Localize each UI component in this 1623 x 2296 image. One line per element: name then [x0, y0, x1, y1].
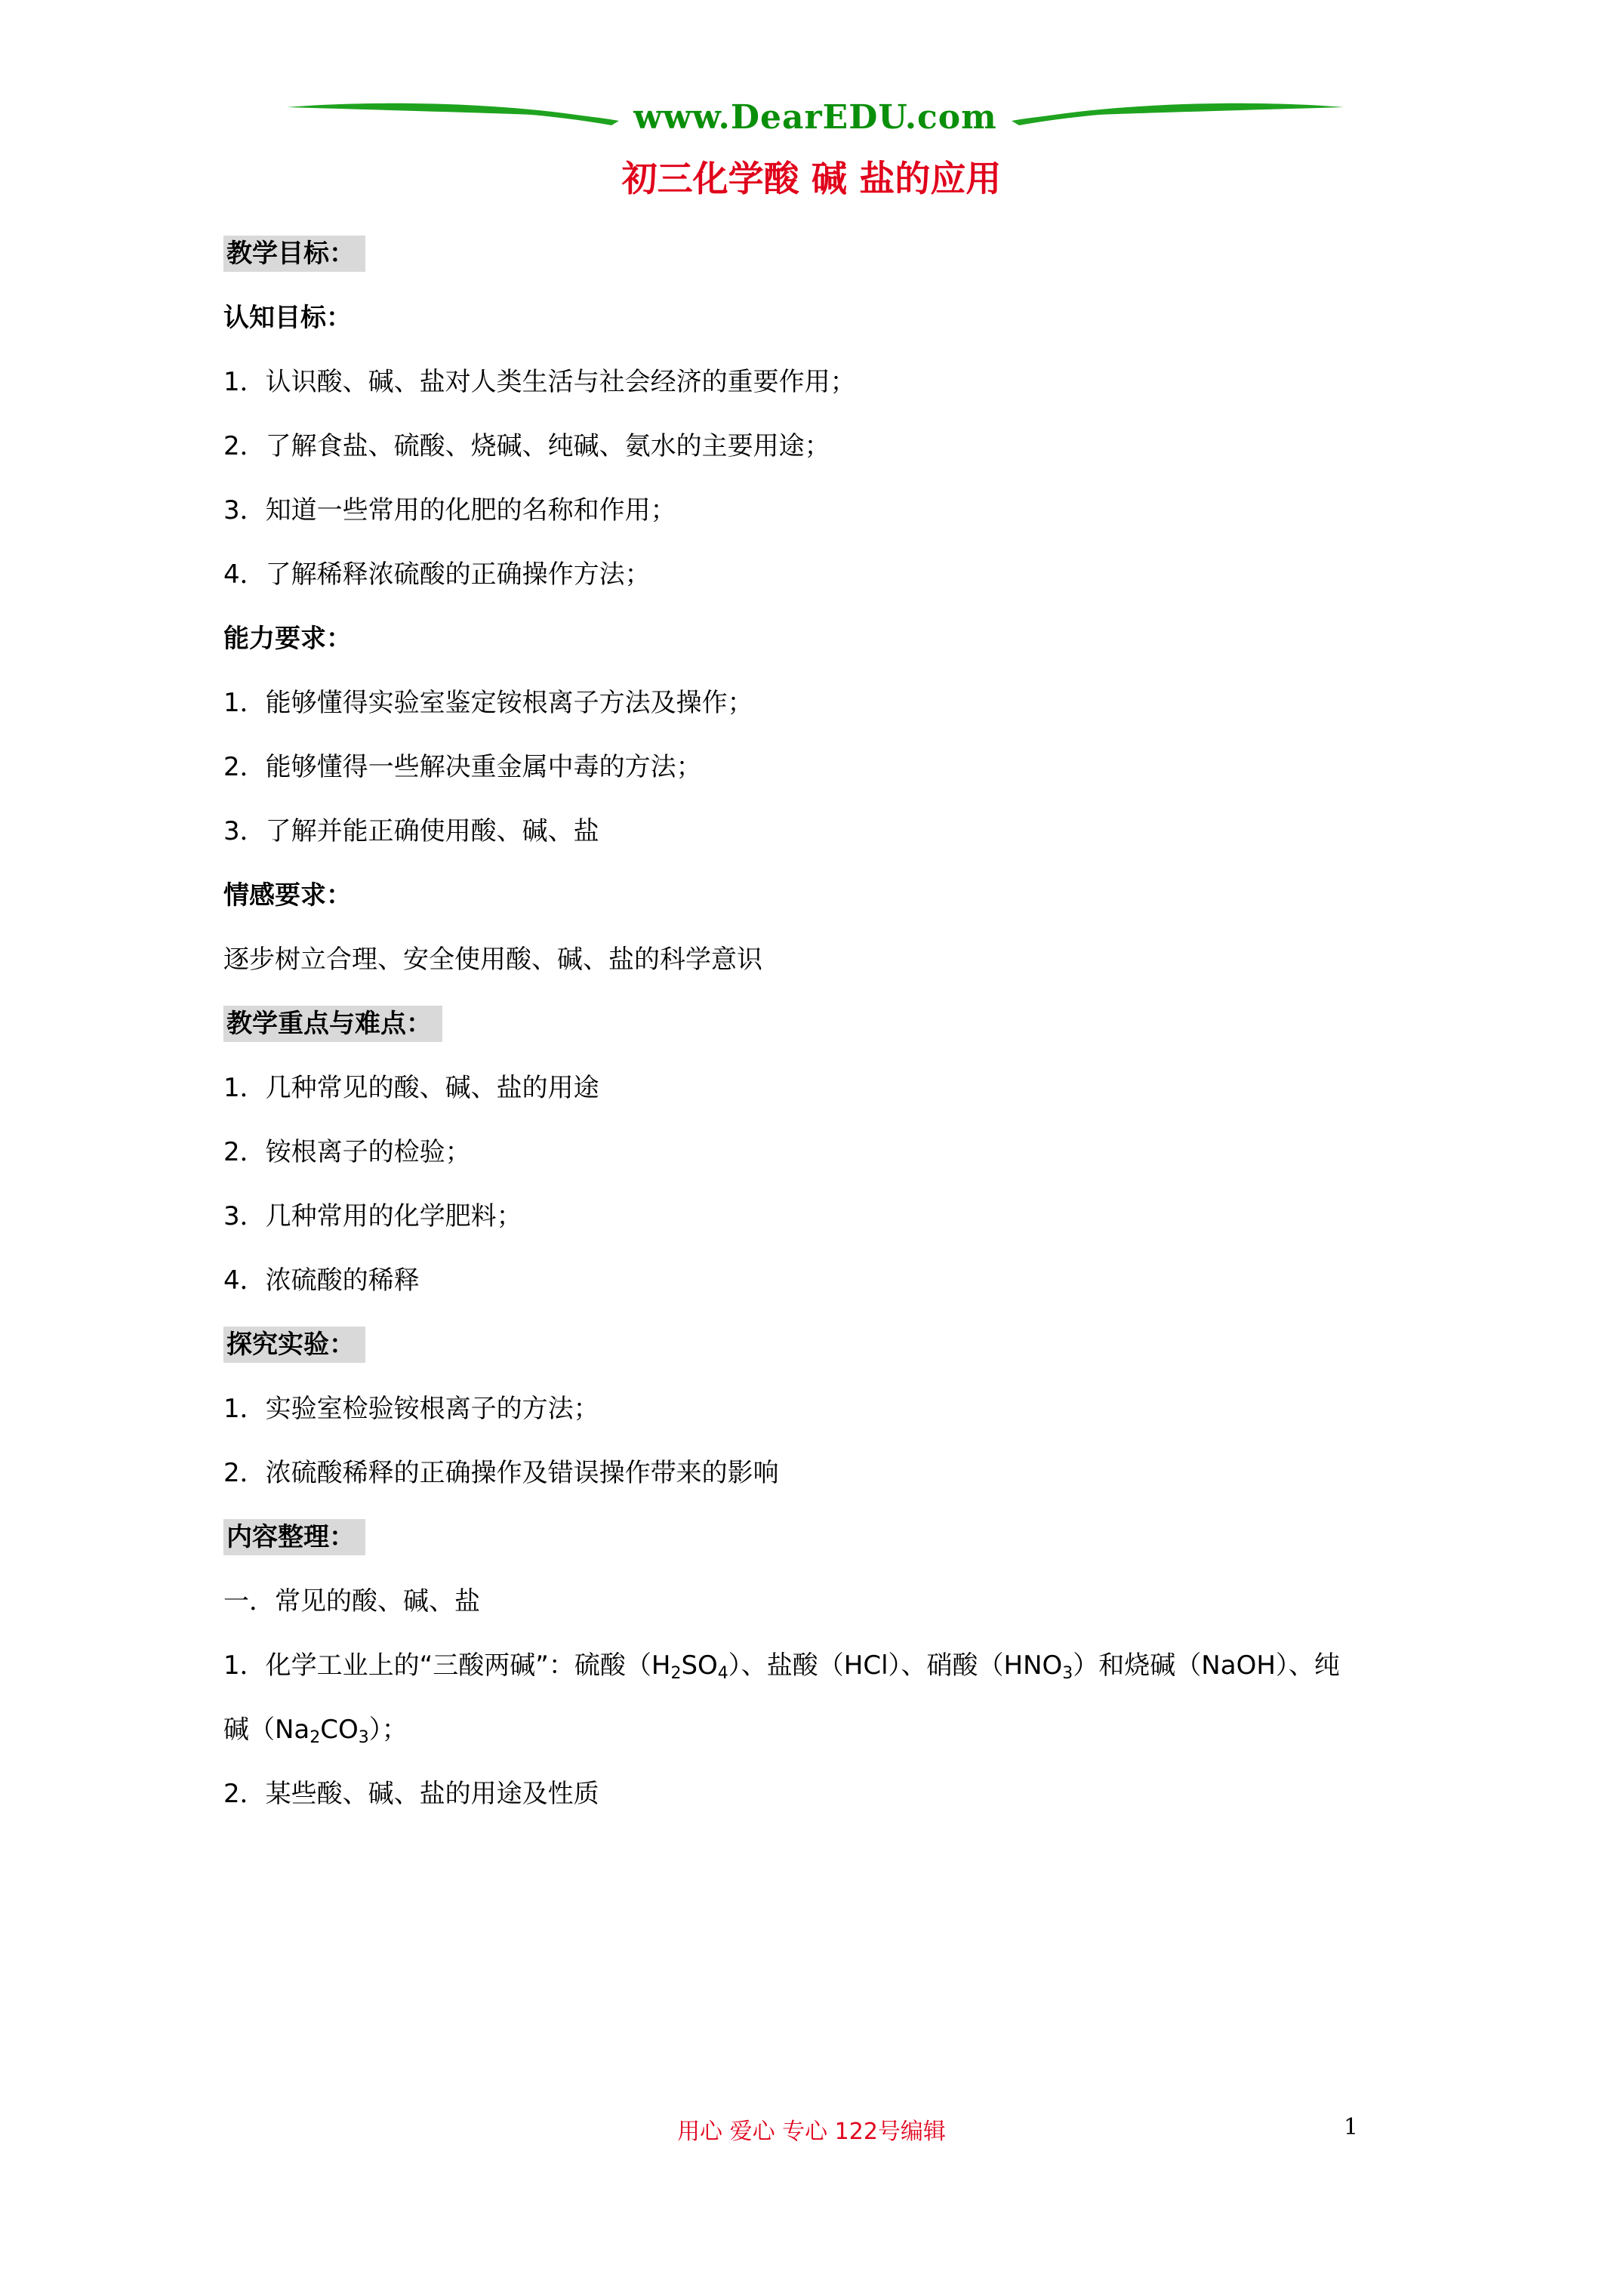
section-heading-content: 内容整理： — [223, 1514, 1416, 1578]
list-item: 1．实验室检验铵根离子的方法； — [223, 1394, 599, 1424]
list-item: 4．浓硫酸的稀释 — [223, 1265, 420, 1296]
content-subheading: 一．常见的酸、碱、盐 — [223, 1586, 480, 1616]
list-item: 3．了解并能正确使用酸、碱、盐 — [223, 816, 599, 846]
list-item: 1．几种常见的酸、碱、盐的用途 — [223, 1073, 599, 1103]
list-item: 1．认识酸、碱、盐对人类生活与社会经济的重要作用； — [223, 367, 856, 397]
site-name: www.DearEDU.com — [633, 98, 997, 137]
list-item: 2．了解食盐、硫酸、烧碱、纯碱、氨水的主要用途； — [223, 431, 830, 461]
list-item: 2．铵根离子的检验； — [223, 1137, 471, 1167]
document-body — [223, 230, 1416, 1835]
section-heading-key-points: 教学重点与难点： — [223, 1000, 1416, 1065]
list-item: 2．能够懂得一些解决重金属中毒的方法； — [223, 752, 702, 782]
list-item: 2．某些酸、碱、盐的用途及性质 — [223, 1779, 599, 1809]
subheading-ability-requirements: 能力要求： — [223, 624, 352, 654]
subheading-emotion-requirements: 情感要求： — [223, 880, 352, 911]
list-item: 逐步树立合理、安全使用酸、碱、盐的科学意识 — [223, 945, 762, 975]
list-item: 4．了解稀释浓硫酸的正确操作方法； — [223, 559, 651, 590]
footer-slogan: 用心 爱心 专心 122号编辑 — [677, 2119, 946, 2145]
list-item: 2．浓硫酸稀释的正确操作及错误操作带来的影响 — [223, 1458, 779, 1488]
three-acids-two-bases-line2: 碱$(Na_2CO_3)$； — [223, 1715, 408, 1747]
list-item: 3．几种常用的化学肥料； — [223, 1201, 522, 1231]
three-acids-two-bases-line1: 1．化学工业上的“三酸两碱”：硫酸$(H_2SO_4)$、盐酸（HCl）、硝酸$(HNO_3)$和烧碱（NaOH）、纯 — [223, 1650, 1340, 1683]
subheading-cognitive-goals: 认知目标： — [223, 303, 352, 333]
list-item: 1．能够懂得实验室鉴定铵根离子方法及操作； — [223, 688, 753, 718]
page-number: 1 — [1344, 2114, 1359, 2140]
document-title: 初三化学酸 碱 盐的应用 — [621, 159, 1002, 200]
header-banner — [287, 89, 1344, 157]
section-heading-teaching-goals: 教学目标： — [223, 230, 1416, 294]
list-item: 3．知道一些常用的化肥的名称和作用； — [223, 495, 676, 525]
section-heading-experiments: 探究实验： — [223, 1321, 1416, 1385]
